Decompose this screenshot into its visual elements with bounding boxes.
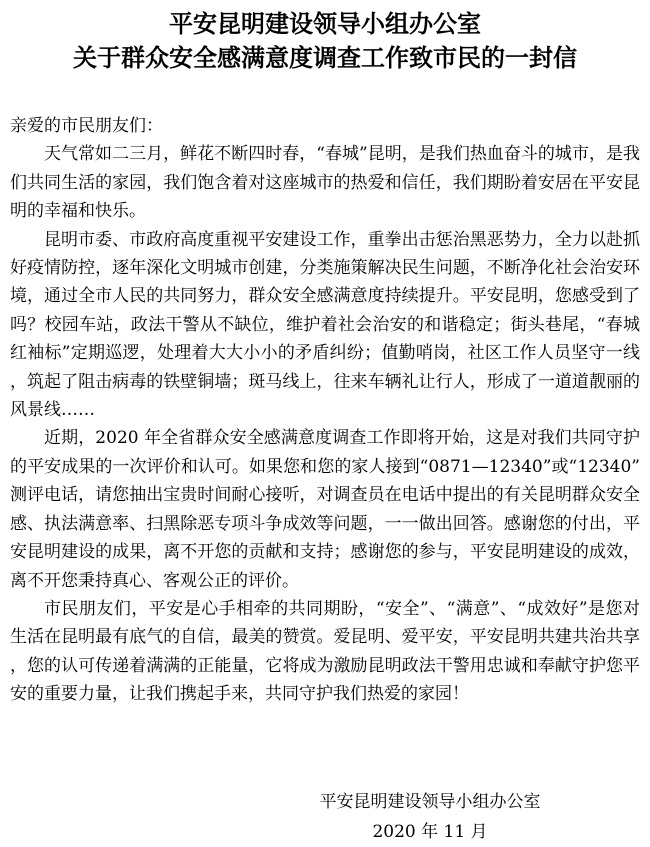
letter-title-line-2: 关于群众安全感满意度调查工作致市民的一封信 [73, 44, 577, 72]
letter-body [10, 112, 640, 709]
signature-date: 2020 年 11 月 [372, 822, 488, 842]
letter-paragraph-4: 市民朋友们，平安是心手相牵的共同期盼，“安全”、“满意”、“成效好”是您对生活在昆明最有底气的自信，最美的赞赏。爱昆明、爱平安，平安昆明共建共治共享，您的认可传递着满满的正能量，它将成为激励昆明政法干警用忠诚和奉献守护您平安的重要力量，让我们携起手来，共同守护我们热爱的家园！ [10, 598, 640, 705]
letter-paragraph-1: 天气常如二三月，鲜花不断四时春，“春城”昆明，是我们热血奋斗的城市，是我们共同生活的家园，我们饱含着对这座城市的热爱和信任，我们期盼着安居在平安昆明的幸福和快乐。 [10, 144, 640, 222]
letter-paragraph-2: 昆明市委、市政府高度重视平安建设工作，重拳出击惩治黑恶势力，全力以赴抓好疫情防控，逐年深化文明城市创建，分类施策解决民生问题，不断净化社会治安环境，通过全市人民的共同努力，群众安全感满意度持续提升。平安昆明，您感受到了吗？校园车站，政法干警从不缺位，维护着社会治安的和谐稳定；街头巷尾，“春城红袖标”定期巡逻，处理着大大小小的矛盾纠纷；值勤哨岗，社区工作人员坚守一线，筑起了阻击病毒的铁壁铜墙；斑马线上，往来车辆礼让行人，形成了一道道靓丽的风景线…… [10, 229, 640, 421]
letter-paragraph-3: 近期，2020 年全省群众安全感满意度调查工作即将开始，这是对我们共同守护的平安成果的一次评价和认可。如果您和您的家人接到“0871—12340”或“12340”测评电话，请您抽出宝贵时间耐心接听，对调查员在电话中提出的有关昆明群众安全感、执法满意率、扫黑除恶专项斗争成效等问题，一一做出回答。感谢您的付出，平安昆明建设的成果，离不开您的贡献和支持；感谢您的参与，平安昆明建设的成效，离不开您秉持真心、客观公正的评价。 [10, 428, 640, 591]
signature-organization: 平安昆明建设领导小组办公室 [319, 792, 541, 812]
letter-salutation: 亲爱的市民朋友们： [10, 116, 163, 136]
letter-title-line-1: 平安昆明建设领导小组办公室 [169, 10, 481, 38]
